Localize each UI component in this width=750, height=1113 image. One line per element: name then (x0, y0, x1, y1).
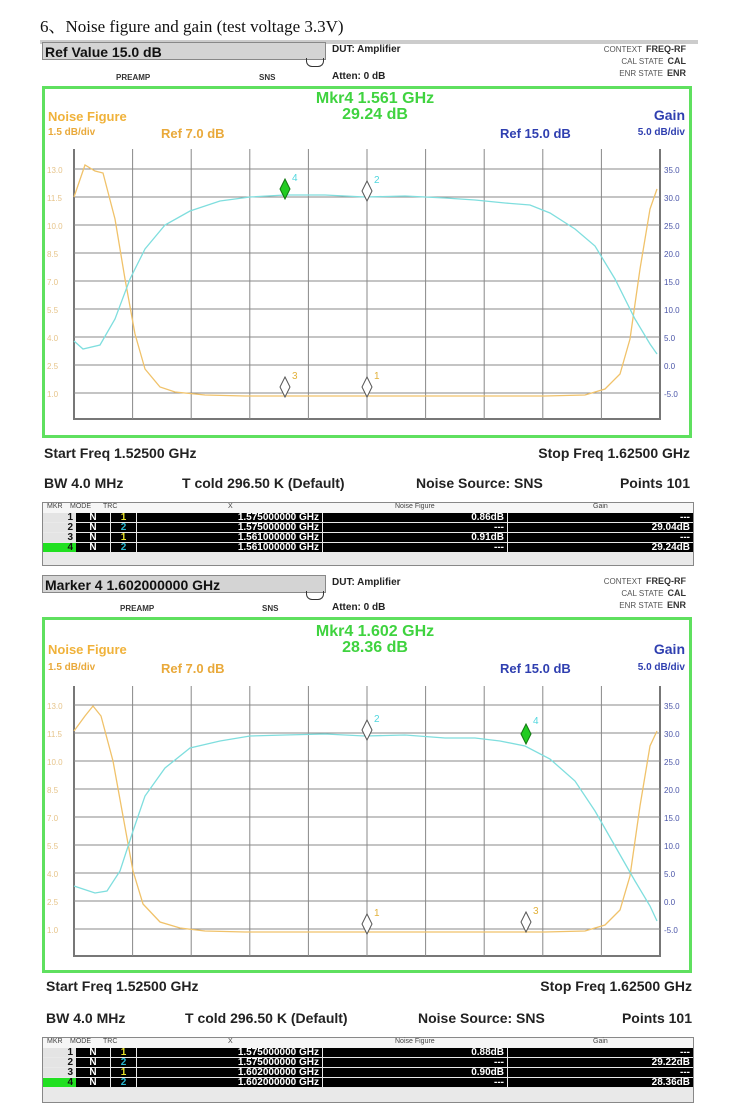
table-row[interactable] (43, 1048, 693, 1058)
enr-state (619, 68, 686, 78)
gain-ref: Ref 15.0 dB (500, 661, 571, 676)
cell-x: 1.575000000 GHz (137, 1048, 322, 1057)
cell-gain: --- (508, 1048, 693, 1057)
col-gain: Gain (593, 1038, 608, 1045)
cell-noise-figure: 0.88dB (323, 1048, 507, 1057)
gain-title: Gain (653, 641, 685, 657)
marker-readout (285, 91, 465, 123)
right-tick: 0.0 (664, 898, 676, 907)
left-tick: 10.0 (47, 758, 63, 767)
cell-gain: 29.04dB (508, 523, 693, 532)
table-row[interactable] (43, 513, 693, 523)
cal-state-label: CAL STATE (621, 589, 664, 598)
gain-scale: 5.0 dB/div (637, 662, 685, 673)
enr-state-label: ENR STATE (619, 69, 663, 78)
left-tick: 7.0 (47, 278, 59, 287)
sns-label: SNS (262, 604, 279, 613)
noise-figure-ref: Ref 7.0 dB (161, 661, 225, 676)
cell-mode: N (76, 523, 110, 532)
preamp-label: PREAMP (120, 604, 155, 613)
active-function-box[interactable]: Ref Value 15.0 dB (42, 42, 326, 60)
table-row-active[interactable] (43, 543, 693, 553)
left-tick: 4.0 (47, 870, 59, 879)
cell-gain: 28.36dB (508, 1078, 693, 1087)
trace-graticule[interactable] (45, 149, 689, 435)
right-tick: 20.0 (664, 786, 680, 795)
cell-x: 1.602000000 GHz (137, 1078, 322, 1087)
cell-trc: 1 (111, 533, 136, 542)
col-mkr: MKR (47, 1038, 63, 1045)
right-tick: 10.0 (664, 842, 680, 851)
cell-mode: N (76, 1078, 110, 1087)
cell-x: 1.575000000 GHz (137, 1058, 322, 1067)
active-function-box[interactable]: Marker 4 1.602000000 GHz (42, 575, 326, 593)
table-row[interactable] (43, 523, 693, 533)
cell-mkr: 3 (43, 1068, 76, 1077)
left-tick: 5.5 (47, 306, 59, 315)
col-trc: TRC (103, 1038, 118, 1045)
section-title: 6、Noise figure and gain (test voltage 3.3V) (40, 17, 344, 36)
cell-mkr: 2 (43, 1058, 76, 1067)
cal-state-label: CAL STATE (621, 57, 664, 66)
right-tick: 5.0 (664, 870, 676, 879)
cell-mkr: 2 (43, 523, 76, 532)
noise-figure-title: Noise Figure (48, 109, 127, 124)
plot-area[interactable] (42, 86, 692, 438)
context-label: CONTEXT (603, 577, 642, 586)
trace-graticule[interactable] (45, 686, 689, 970)
left-tick: 8.5 (47, 786, 59, 795)
cell-trc: 1 (111, 1068, 136, 1077)
marker-3-icon (521, 906, 539, 932)
noise-figure-trace (74, 706, 657, 932)
cell-mode: N (76, 533, 110, 542)
noise-figure-title: Noise Figure (48, 642, 127, 657)
table-row-active[interactable] (43, 1078, 693, 1088)
preamp-label: PREAMP (116, 73, 151, 82)
cal-state-value: CAL (667, 588, 686, 598)
left-tick: 11.5 (47, 730, 62, 739)
left-tick: 13.0 (47, 702, 63, 711)
right-tick: 30.0 (664, 194, 680, 203)
cell-gain: --- (508, 533, 693, 542)
freq-range-bar (40, 973, 698, 999)
gain-title: Gain (653, 107, 685, 123)
cell-trc: 2 (111, 1058, 136, 1067)
start-freq[interactable]: Start Freq 1.52500 GHz (44, 445, 197, 461)
noise-source[interactable]: Noise Source: SNS (418, 1010, 545, 1026)
right-tick: 35.0 (664, 166, 680, 175)
enr-state-value: ENR (666, 68, 686, 78)
context-state (604, 44, 686, 54)
right-tick: -5.0 (664, 390, 678, 399)
right-tick: 25.0 (664, 758, 680, 767)
analyzer-screen-2 (40, 573, 698, 1113)
t-cold[interactable]: T cold 296.50 K (Default) (182, 475, 345, 491)
col-x: X (228, 503, 233, 510)
cell-noise-figure: 0.90dB (323, 1068, 507, 1077)
svg-text:1: 1 (374, 908, 380, 919)
cell-mode: N (76, 1068, 110, 1077)
meas-settings-bar (40, 1005, 698, 1031)
right-tick: 20.0 (664, 250, 680, 259)
cell-x: 1.575000000 GHz (137, 513, 322, 522)
left-tick: 1.0 (47, 926, 59, 935)
stop-freq[interactable]: Stop Freq 1.62500 GHz (538, 445, 690, 461)
meas-settings-bar (40, 470, 698, 496)
cell-noise-figure: 0.91dB (323, 533, 507, 542)
cell-noise-figure: --- (323, 543, 507, 552)
left-tick: 4.0 (47, 334, 59, 343)
marker-readout-value: 28.36 dB (342, 639, 408, 656)
col-x: X (228, 1038, 233, 1045)
col-mkr: MKR (47, 503, 63, 510)
enr-state-value: ENR (666, 600, 686, 610)
left-tick: 2.5 (47, 898, 59, 907)
cell-mode: N (76, 1048, 110, 1057)
marker-readout-freq: Mkr4 1.561 GHz (315, 90, 435, 107)
gain-trace (74, 734, 657, 921)
noise-figure-ref: Ref 7.0 dB (161, 126, 225, 141)
context-value: FREQ-RF (646, 576, 686, 586)
svg-text:1: 1 (374, 371, 380, 382)
points[interactable]: Points 101 (619, 475, 690, 491)
noise-source[interactable]: Noise Source: SNS (416, 475, 543, 491)
start-freq[interactable]: Start Freq 1.52500 GHz (46, 978, 199, 994)
cell-trc: 2 (111, 523, 136, 532)
cell-noise-figure: --- (323, 1078, 507, 1087)
enr-state (619, 600, 686, 610)
marker-1-icon (362, 908, 380, 934)
cell-gain: --- (508, 1068, 693, 1077)
context-label: CONTEXT (603, 45, 642, 54)
svg-text:3: 3 (533, 906, 539, 917)
right-tick: 30.0 (664, 730, 680, 739)
atten-label: Atten: 0 dB (332, 71, 386, 82)
cell-mode: N (76, 513, 110, 522)
marker-4-icon (521, 716, 539, 744)
marker-table-header (43, 503, 693, 513)
enr-state-label: ENR STATE (619, 601, 663, 610)
marker-table-header (43, 1038, 693, 1048)
left-tick: 10.0 (47, 222, 63, 231)
cell-trc: 1 (111, 513, 136, 522)
left-tick: 1.0 (47, 390, 59, 399)
bandwidth[interactable]: BW 4.0 MHz (44, 475, 124, 491)
right-tick: 10.0 (664, 306, 680, 315)
cell-mkr: 1 (43, 1048, 76, 1057)
right-tick: 5.0 (664, 334, 676, 343)
left-tick: 2.5 (47, 362, 59, 371)
marker-table[interactable] (42, 1037, 694, 1103)
noise-figure-scale: 1.5 dB/div (48, 662, 96, 673)
cell-gain: 29.22dB (508, 1058, 693, 1067)
left-tick: 5.5 (47, 842, 59, 851)
cell-noise-figure: --- (323, 523, 507, 532)
marker-readout-freq: Mkr4 1.602 GHz (315, 623, 435, 640)
gain-scale: 5.0 dB/div (637, 127, 685, 138)
cell-trc: 2 (111, 543, 136, 552)
t-cold[interactable]: T cold 296.50 K (Default) (185, 1010, 348, 1026)
cell-mkr: 1 (43, 513, 76, 522)
cell-trc: 1 (111, 1048, 136, 1057)
col-noise-figure: Noise Figure (395, 503, 435, 510)
cell-noise-figure: --- (323, 1058, 507, 1067)
atten-label: Atten: 0 dB (332, 602, 386, 613)
gain-trace (74, 195, 657, 354)
table-row[interactable] (43, 533, 693, 543)
cell-mkr: 3 (43, 533, 76, 542)
cell-x: 1.602000000 GHz (137, 1068, 322, 1077)
svg-text:4: 4 (292, 173, 298, 184)
right-tick: 15.0 (664, 814, 680, 823)
col-gain: Gain (593, 503, 608, 510)
left-tick: 8.5 (47, 250, 59, 259)
right-tick: 0.0 (664, 362, 676, 371)
cell-mode: N (76, 1058, 110, 1067)
table-row[interactable] (43, 1058, 693, 1068)
svg-text:3: 3 (292, 371, 298, 382)
cell-x: 1.561000000 GHz (137, 533, 322, 542)
cal-state-value: CAL (667, 56, 686, 66)
return-arrow-icon[interactable] (306, 591, 324, 600)
left-tick: 13.0 (47, 166, 63, 175)
context-state (604, 576, 686, 586)
cell-mkr: 4 (43, 543, 76, 552)
svg-text:2: 2 (374, 714, 380, 725)
noise-figure-scale: 1.5 dB/div (48, 127, 96, 138)
right-tick: -5.0 (664, 926, 678, 935)
right-tick: 25.0 (664, 222, 680, 231)
cal-state (621, 56, 686, 66)
plot-area[interactable] (42, 617, 692, 973)
bandwidth[interactable]: BW 4.0 MHz (46, 1010, 126, 1026)
cell-mode: N (76, 543, 110, 552)
col-mode: MODE (70, 503, 91, 510)
dut-label: DUT: Amplifier (332, 577, 401, 588)
dut-label: DUT: Amplifier (332, 44, 401, 55)
sns-label: SNS (259, 73, 276, 82)
context-value: FREQ-RF (646, 44, 686, 54)
left-tick: 7.0 (47, 814, 59, 823)
svg-text:4: 4 (533, 716, 539, 727)
gain-ref: Ref 15.0 dB (500, 126, 571, 141)
stop-freq[interactable]: Stop Freq 1.62500 GHz (540, 978, 692, 994)
analyzer-screen-1 (40, 40, 698, 568)
cell-mkr: 4 (43, 1078, 76, 1087)
points[interactable]: Points 101 (621, 1010, 692, 1026)
cell-x: 1.575000000 GHz (137, 523, 322, 532)
col-mode: MODE (70, 1038, 91, 1045)
left-tick: 11.5 (47, 194, 62, 203)
marker-readout-value: 29.24 dB (342, 106, 408, 123)
col-noise-figure: Noise Figure (395, 1038, 435, 1045)
table-row[interactable] (43, 1068, 693, 1078)
cell-noise-figure: 0.86dB (323, 513, 507, 522)
right-tick: 35.0 (664, 702, 680, 711)
cal-state (621, 588, 686, 598)
freq-range-bar (40, 440, 698, 466)
marker-readout (285, 624, 465, 656)
return-arrow-icon[interactable] (306, 58, 324, 67)
cell-trc: 2 (111, 1078, 136, 1087)
marker-table[interactable] (42, 502, 694, 566)
cell-x: 1.561000000 GHz (137, 543, 322, 552)
svg-text:2: 2 (374, 175, 380, 186)
cell-gain: --- (508, 513, 693, 522)
cell-gain: 29.24dB (508, 543, 693, 552)
right-tick: 15.0 (664, 278, 680, 287)
col-trc: TRC (103, 503, 118, 510)
